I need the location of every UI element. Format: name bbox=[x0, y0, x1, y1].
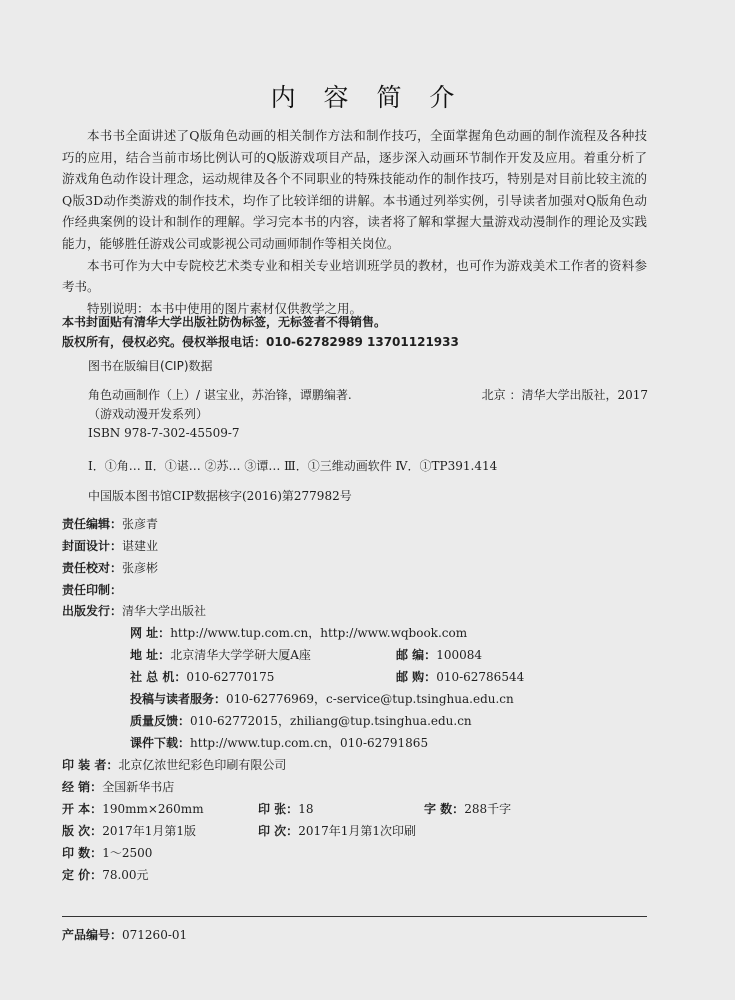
editor-row: 责任编辑：张彦青 bbox=[62, 517, 159, 531]
copyright-notice: 版权所有，侵权必究。侵权举报电话：010-62782989 13701121933 bbox=[62, 335, 459, 349]
printing-row: 印 次：2017年1月第1次印刷 bbox=[258, 824, 416, 838]
word-count-row: 字 数：288千字 bbox=[424, 802, 512, 816]
divider-line bbox=[62, 916, 647, 917]
format-row: 开 本：190mm×260mm bbox=[62, 802, 204, 816]
printer-row: 印 装 者：北京亿浓世纪彩色印刷有限公司 bbox=[62, 758, 287, 772]
cip-isbn: ISBN 978-7-302-45509-7 bbox=[88, 426, 240, 440]
distributor-row: 经 销：全国新华书店 bbox=[62, 780, 175, 794]
website-row: 网 址：http://www.tup.com.cn，http://www.wqbook.com bbox=[130, 626, 468, 640]
page-title: 内 容 简 介 bbox=[270, 83, 465, 112]
product-code-row: 产品编号：071260-01 bbox=[62, 928, 188, 942]
intro-paragraph: 本书书全面讲述了Q版角色动画的相关制作方法和制作技巧，全面掌握角色动画的制作流程及各种技巧的应用，结合当前市场比例认可的Q版游戏项目产品，逐步深入动画环节制作开发及应用。着重分析了游戏角色动作设计理念，运动规律及各个不同职业的特殊技能动作的制作技巧，特别是对目前比较主流的Q版3D动作类游戏的制作技术，均作了比较详细的讲解。本书通过列举实例，引导读者加强对Q版角色动作经典案例的设计和制作的理解。学习完本书的内容，读者将了解和掌握大量游戏动漫制作的理论及实践能力，能够胜任游戏公司或影视公司动画师制作等相关岗位。 bbox=[62, 128, 647, 251]
cip-number: 中国版本图书馆CIP数据核字(2016)第277982号 bbox=[88, 489, 352, 503]
cip-title-line bbox=[88, 386, 648, 405]
cip-series: （游戏动漫开发系列） bbox=[88, 407, 209, 421]
print-run-row: 印 数：1～2500 bbox=[62, 846, 153, 860]
sheets-row: 印 张：18 bbox=[258, 802, 314, 816]
cip-classification: Ⅰ．①角… Ⅱ．①谌… ②苏… ③谭… Ⅲ．①三维动画软件 Ⅳ．①TP391.414 bbox=[88, 459, 498, 473]
editor-row: 责任校对：张彦彬 bbox=[62, 561, 159, 575]
address-row: 地 址：北京清华大学学研大厦A座 bbox=[130, 648, 311, 662]
editor-row: 责任印制： bbox=[62, 583, 123, 597]
cip-heading: 图书在版编目(CIP)数据 bbox=[88, 359, 213, 373]
edition-row: 版 次：2017年1月第1版 bbox=[62, 824, 196, 838]
book-introduction bbox=[62, 125, 647, 319]
mail-order-row: 邮 购：010-62786544 bbox=[396, 670, 525, 684]
editor-row: 封面设计：谌建业 bbox=[62, 539, 159, 553]
price-row: 定 价：78.00元 bbox=[62, 868, 149, 882]
anti-counterfeit-notice: 本书封面贴有清华大学出版社防伪标签，无标签者不得销售。 bbox=[62, 315, 387, 329]
cip-publisher: 北京 ：清华大学出版社，2017 bbox=[481, 388, 648, 402]
reader-service-row: 投稿与读者服务：010-62776969，c-service@tup.tsinghua.edu.cn bbox=[130, 692, 514, 706]
intro-paragraph: 本书可作为大中专院校艺术类专业和相关专业培训班学员的教材，也可作为游戏美术工作者的资料参考书。 bbox=[62, 257, 647, 295]
cip-book-title: 角色动画制作（上）/ 谌宝业，苏治锋，谭鹏编著. bbox=[88, 388, 352, 402]
courseware-row: 课件下载：http://www.tup.com.cn，010-62791865 bbox=[130, 736, 429, 750]
postcode-row: 邮 编：100084 bbox=[396, 648, 482, 662]
switchboard-row: 社 总 机：010-62770175 bbox=[130, 670, 275, 684]
quality-feedback-row: 质量反馈：010-62772015，zhiliang@tup.tsinghua.edu.cn bbox=[130, 714, 472, 728]
intro-paragraph: 特别说明：本书中使用的图片素材仅供教学之用。 bbox=[87, 300, 363, 316]
publisher-row: 出版发行：清华大学出版社 bbox=[62, 604, 207, 618]
cip-data-block bbox=[88, 386, 648, 443]
